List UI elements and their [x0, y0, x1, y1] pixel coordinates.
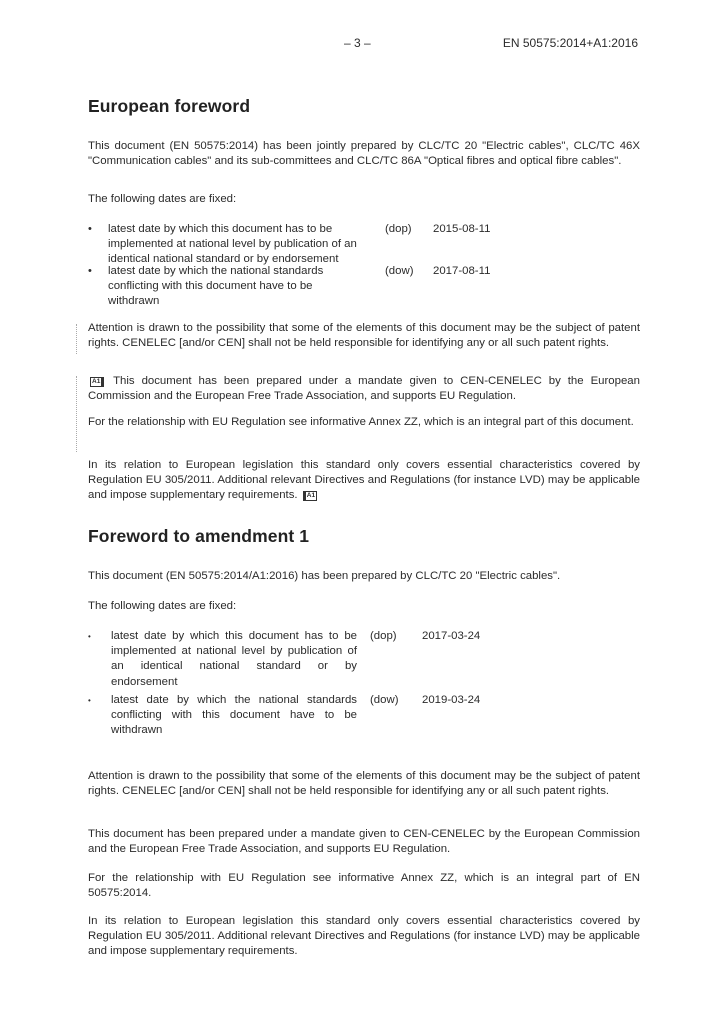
change-bar	[76, 376, 77, 452]
intro-paragraph: This document (EN 50575:2014) has been jointly prepared by CLC/TC 20 "Electric cables", CLC/TC 46X "Communication cables" and its sub-committees and CLC/TC 86A "Optical fibres and optical fibre cables".	[88, 140, 640, 168]
change-bar	[76, 324, 77, 354]
legislation-paragraph: In its relation to European legislation this standard only covers essential characteristics covered by Regulation EU 305/2011. Additional relevant Directives and Regulations (for instance LVD) may be applicable and impose supplementary requirements.	[88, 915, 640, 958]
date-code: (dop)	[385, 223, 412, 235]
date-description: latest date by which the national standards conflicting with this document have to be withdrawn	[108, 265, 324, 308]
dates-intro: The following dates are fixed:	[88, 600, 237, 612]
date-code: (dow)	[370, 694, 399, 706]
legislation-text: In its relation to European legislation this standard only covers essential characteristics covered by Regulation EU 305/2011. Additional relevant Directives and Regulations (for instance LVD) may be applicable and impose supplementary requirements.	[88, 459, 640, 502]
patent-paragraph: Attention is drawn to the possibility that some of the elements of this document may be the subject of patent rights. CENELEC [and/or CEN] shall not be held responsible for identifying any or all such patent rights.	[88, 770, 640, 798]
section-heading-european-foreword: European foreword	[88, 96, 251, 116]
section-heading-amendment-foreword: Foreword to amendment 1	[88, 526, 310, 546]
date-value: 2017-08-11	[433, 265, 491, 277]
date-value: 2017-03-24	[422, 630, 481, 642]
bullet-icon: •	[88, 632, 91, 641]
bullet-icon: •	[88, 265, 92, 277]
legislation-paragraph	[88, 458, 640, 504]
mandate-text: This document has been prepared under a mandate given to CEN-CENELEC by the European Commission and the European Free Trade Association, and supports EU Regulation.	[88, 375, 640, 403]
intro-paragraph: This document (EN 50575:2014/A1:2016) has been prepared by CLC/TC 20 "Electric cables".	[88, 570, 561, 582]
amendment-start-mark: A1	[90, 377, 104, 387]
date-description: latest date by which this document has to be implemented at national level by publication of an identical national standard or by endorsement	[111, 630, 357, 688]
amendment-end-mark: A1	[303, 491, 317, 501]
date-code: (dow)	[385, 265, 414, 277]
relationship-paragraph: For the relationship with EU Regulation see informative Annex ZZ, which is an integral part of EN 50575:2014.	[88, 872, 640, 900]
date-code: (dop)	[370, 630, 397, 642]
document-reference: EN 50575:2014+A1:2016	[502, 36, 638, 50]
date-description: latest date by which the national standards conflicting with this document have to be withdrawn	[111, 694, 357, 737]
patent-paragraph: Attention is drawn to the possibility that some of the elements of this document may be the subject of patent rights. CENELEC [and/or CEN] shall not be held responsible for identifying any or all such patent rights.	[88, 322, 640, 350]
relationship-paragraph: For the relationship with EU Regulation see informative Annex ZZ, which is an integral part of this document.	[88, 416, 634, 428]
dates-intro: The following dates are fixed:	[88, 193, 237, 205]
mandate-paragraph	[88, 374, 640, 404]
mandate-paragraph: This document has been prepared under a mandate given to CEN-CENELEC by the European Commission and the European Free Trade Association, and supports EU Regulation.	[88, 828, 640, 856]
bullet-icon: •	[88, 696, 91, 705]
date-value: 2019-03-24	[422, 694, 481, 706]
page-number: – 3 –	[344, 36, 371, 50]
bullet-icon: •	[88, 223, 92, 235]
date-description: latest date by which this document has to be implemented at national level by publication of an identical national standard or by endorsement	[108, 223, 357, 266]
date-value: 2015-08-11	[433, 223, 491, 235]
